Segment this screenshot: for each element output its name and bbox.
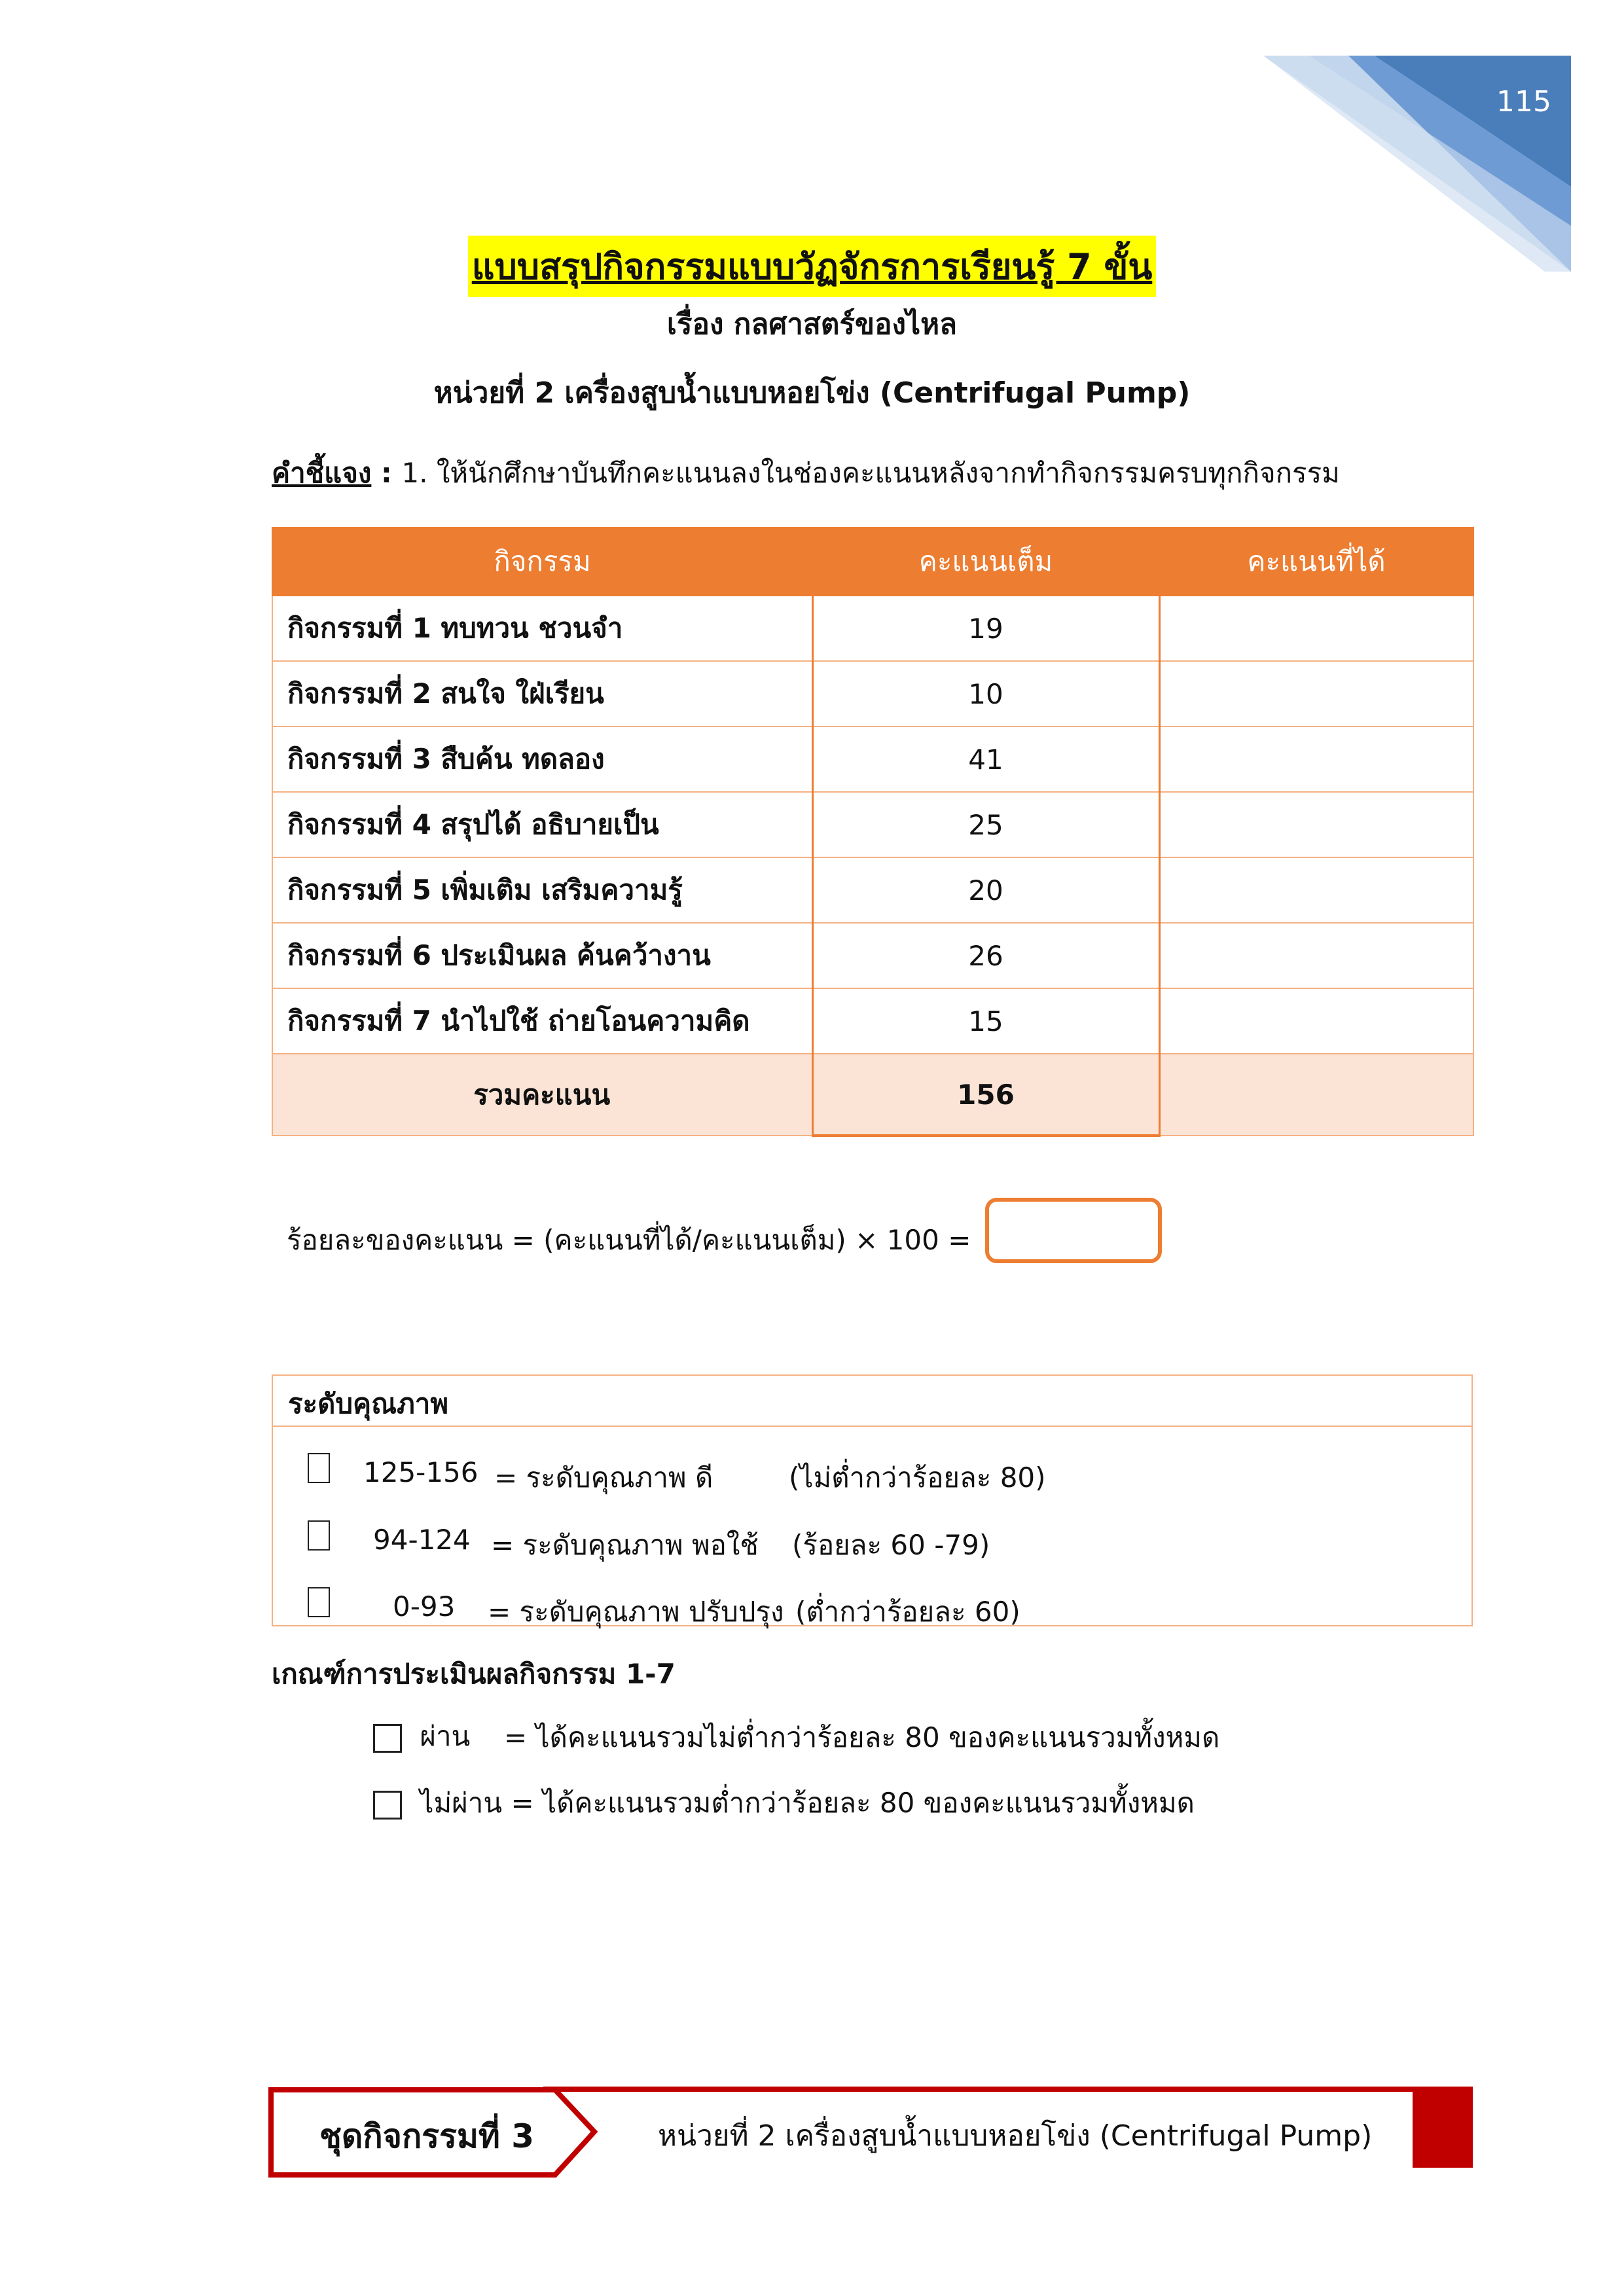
- earned-score-cell[interactable]: [1159, 923, 1473, 988]
- quality-title: ระดับคุณภาพ: [288, 1388, 449, 1420]
- table-row: [272, 792, 1473, 857]
- earned-score-cell[interactable]: [1159, 726, 1473, 792]
- subject-heading: เรื่อง กลศาสตร์ของไหล: [666, 308, 958, 341]
- table-row: [272, 596, 1473, 661]
- full-score: 26: [812, 923, 1159, 988]
- checkbox-icon[interactable]: [373, 1724, 402, 1753]
- full-score: 19: [812, 596, 1159, 661]
- quality-level-good: [308, 1450, 330, 1483]
- quality-header: [272, 1374, 1473, 1427]
- activity-name: กิจกรรมที่ 6 ประเมินผล ค้นคว้างาน: [272, 923, 812, 988]
- activity-name: กิจกรรมที่ 2 สนใจ ใฝ่เรียน: [272, 661, 812, 726]
- unit-heading: หน่วยที่ 2 เครื่องสูบน้ำแบบหอยโข่ง (Centrifugal Pump): [433, 376, 1191, 410]
- quality-level-improve: [308, 1584, 330, 1617]
- title-wrapper: [0, 236, 1624, 297]
- quality-note: (ร้อยละ 60 -79): [792, 1529, 990, 1561]
- page-title: แบบสรุปกิจกรรมแบบวัฏจักรการเรียนรู้ 7 ขั้น: [468, 236, 1157, 297]
- total-full-score: 156: [812, 1054, 1159, 1136]
- footer-red-block: [1413, 2089, 1473, 2168]
- quality-note: (ต่ำกว่าร้อยละ 60): [795, 1596, 1020, 1628]
- full-score: 25: [812, 792, 1159, 857]
- header-earned-score: คะแนนที่ได้: [1159, 528, 1473, 596]
- criteria-label: ไม่ผ่าน: [420, 1787, 503, 1819]
- criteria-fail: [373, 1782, 1195, 1825]
- criteria-title: เกณฑ์การประเมินผลกิจกรรม 1-7: [272, 1658, 676, 1690]
- earned-score-cell[interactable]: [1159, 792, 1473, 857]
- activity-name: กิจกรรมที่ 5 เพิ่มเติม เสริมความรู้: [272, 857, 812, 923]
- footer-label: ชุดกิจกรรมที่ 3: [319, 2117, 535, 2155]
- table-row: [272, 923, 1473, 988]
- full-score: 10: [812, 661, 1159, 726]
- quality-desc: = ระดับคุณภาพ ดี: [494, 1462, 713, 1494]
- quality-desc: = ระดับคุณภาพ ปรับปรุง: [488, 1596, 784, 1628]
- instruction: [272, 452, 1340, 495]
- instruction-text: 1. ให้นักศึกษาบันทึกคะแนนลงในช่องคะแนนหลังจากทำกิจกรรมครบทุกกิจกรรม: [401, 457, 1340, 489]
- quality-note: (ไม่ต่ำกว่าร้อยละ 80): [789, 1462, 1046, 1494]
- quality-range: 0-93: [393, 1590, 456, 1623]
- table-header-row: [272, 528, 1473, 596]
- instruction-label: คำชี้แจง: [272, 457, 372, 489]
- table-row: [272, 988, 1473, 1054]
- footer-text: หน่วยที่ 2 เครื่องสูบน้ำแบบหอยโข่ง (Centrifugal Pump): [658, 2119, 1373, 2153]
- score-table: [272, 527, 1474, 1137]
- criteria-desc: = ได้คะแนนรวมไม่ต่ำกว่าร้อยละ 80 ของคะแนนรวมทั้งหมด: [504, 1721, 1220, 1753]
- header-full-score: คะแนนเต็ม: [812, 528, 1159, 596]
- table-row: [272, 661, 1473, 726]
- total-row: [272, 1054, 1473, 1136]
- activity-name: กิจกรรมที่ 7 นำไปใช้ ถ่ายโอนความคิด: [272, 988, 812, 1054]
- earned-score-cell[interactable]: [1159, 988, 1473, 1054]
- total-earned-cell[interactable]: [1159, 1054, 1473, 1136]
- full-score: 15: [812, 988, 1159, 1054]
- criteria-pass: [373, 1715, 470, 1758]
- activity-name: กิจกรรมที่ 4 สรุปได้ อธิบายเป็น: [272, 792, 812, 857]
- table-row: [272, 726, 1473, 792]
- activity-name: กิจกรรมที่ 3 สืบค้น ทดลอง: [272, 726, 812, 792]
- earned-score-cell[interactable]: [1159, 596, 1473, 661]
- checkbox-icon[interactable]: [308, 1587, 330, 1617]
- quality-range: 94-124: [373, 1524, 471, 1556]
- header-activity: กิจกรรม: [272, 528, 812, 596]
- criteria-label: ผ่าน: [420, 1720, 471, 1752]
- checkbox-icon[interactable]: [308, 1453, 330, 1483]
- quality-range: 125-156: [363, 1456, 478, 1488]
- page-number: 115: [1496, 85, 1551, 118]
- checkbox-icon[interactable]: [373, 1791, 402, 1820]
- full-score: 41: [812, 726, 1159, 792]
- earned-score-cell[interactable]: [1159, 661, 1473, 726]
- activity-name: กิจกรรมที่ 1 ทบทวน ชวนจำ: [272, 596, 812, 661]
- total-label: รวมคะแนน: [272, 1054, 812, 1136]
- quality-desc: = ระดับคุณภาพ พอใช้: [491, 1529, 759, 1561]
- instruction-colon: :: [371, 457, 402, 489]
- criteria-desc: = ได้คะแนนรวมต่ำกว่าร้อยละ 80 ของคะแนนรวมทั้งหมด: [511, 1787, 1195, 1819]
- percent-formula: ร้อยละของคะแนน = (คะแนนที่ได้/คะแนนเต็ม) × 100 =: [287, 1224, 971, 1256]
- earned-score-cell[interactable]: [1159, 857, 1473, 923]
- table-row: [272, 857, 1473, 923]
- full-score: 20: [812, 857, 1159, 923]
- checkbox-icon[interactable]: [308, 1520, 330, 1551]
- quality-level-fair: [308, 1517, 330, 1551]
- footer-line: [543, 2087, 1473, 2092]
- percent-answer-box[interactable]: [985, 1198, 1162, 1263]
